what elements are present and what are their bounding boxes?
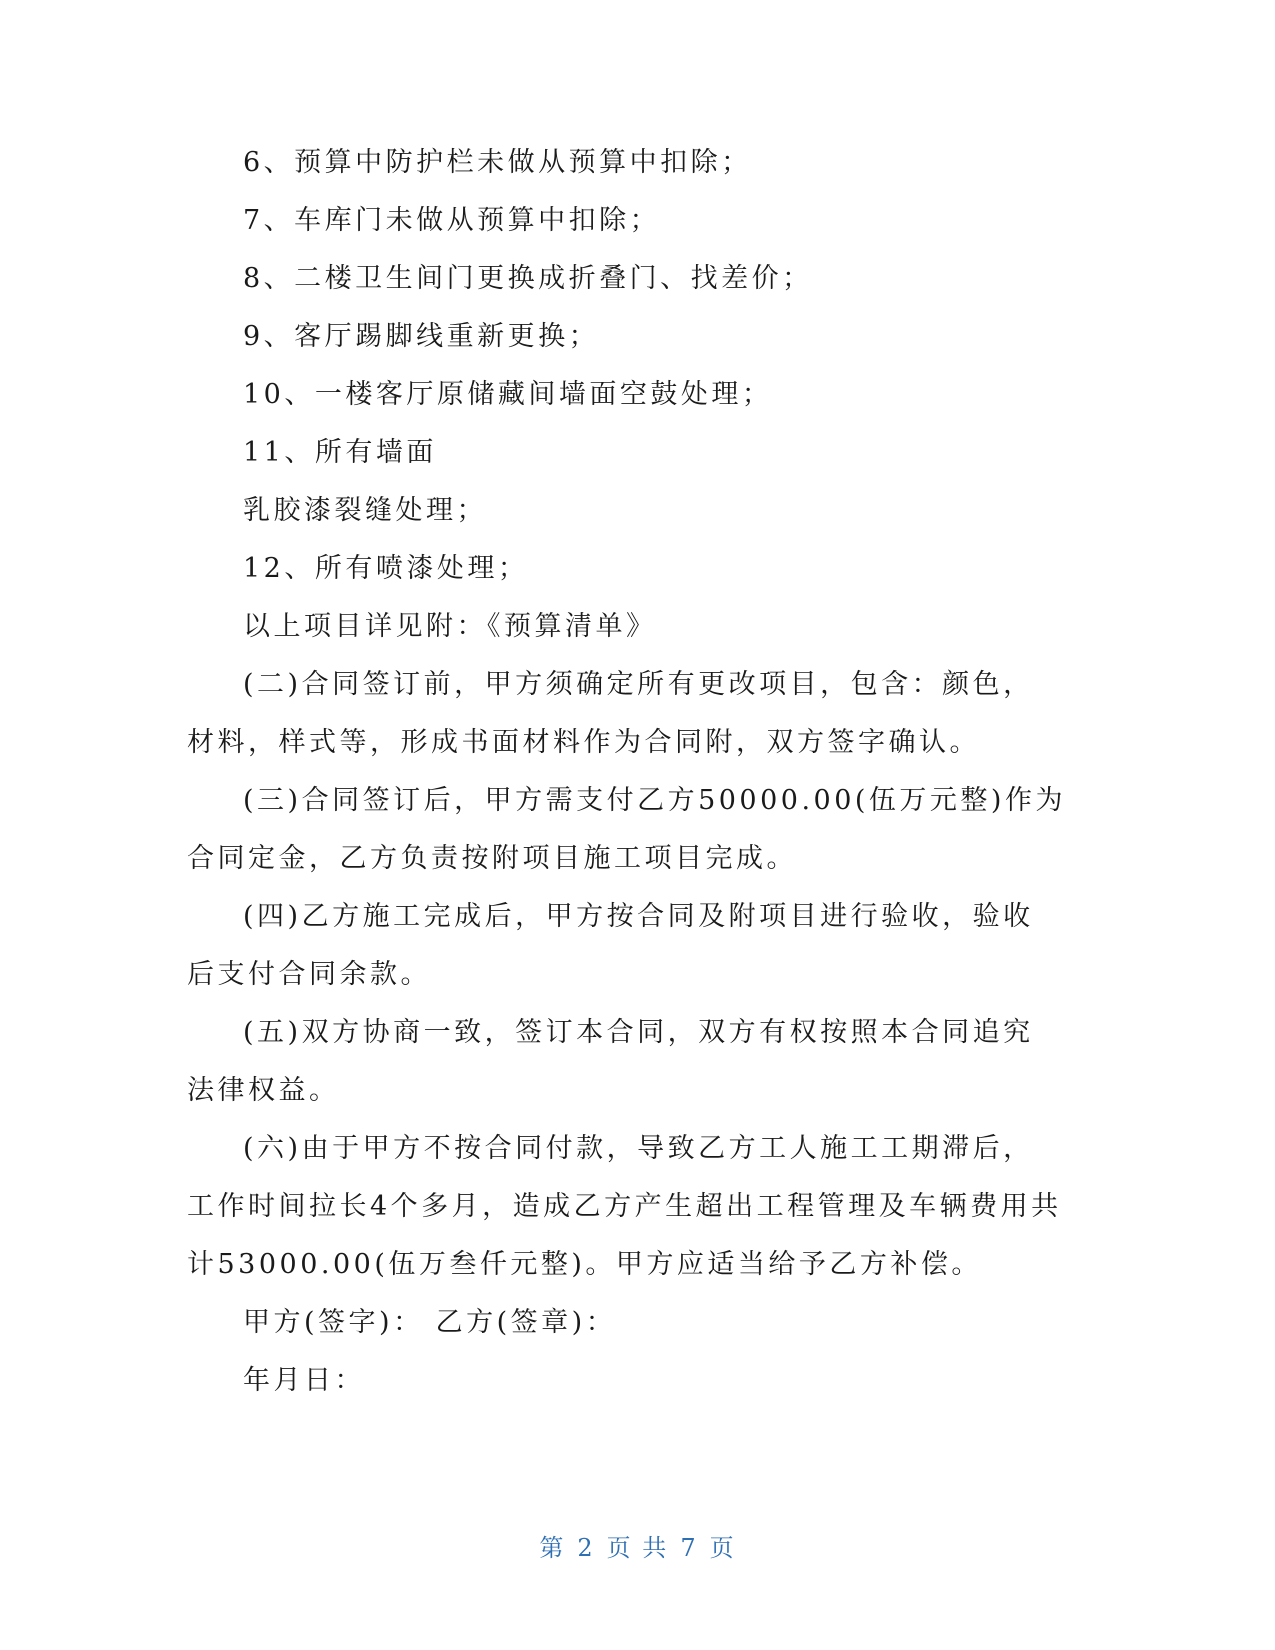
date-line: 年月日： xyxy=(243,1365,365,1396)
list-item-12: 12、所有喷漆处理； xyxy=(243,553,529,584)
footer-suffix: 页 xyxy=(709,1534,736,1562)
clause-2-line-1: (二)合同签订前，甲方须确定所有更改项目，包含：颜色， xyxy=(243,669,1034,700)
clause-6-line-2: 工作时间拉长4个多月，造成乙方产生超出工程管理及车辆费用共 xyxy=(187,1191,1062,1222)
footer-page-number: 2 xyxy=(577,1534,595,1562)
clause-3-line-2: 合同定金，乙方负责按附项目施工项目完成。 xyxy=(187,843,797,874)
clause-4-line-2: 后支付合同余款。 xyxy=(187,959,431,990)
clause-6-line-1: (六)由于甲方不按合同付款，导致乙方工人施工工期滞后， xyxy=(243,1133,1034,1164)
clause-3-line-1: (三)合同签订后，甲方需支付乙方50000.00(伍万元整)作为 xyxy=(243,785,1066,816)
clause-2-line-2: 材料，样式等，形成书面材料作为合同附，双方签字确认。 xyxy=(187,727,980,758)
page-footer xyxy=(0,1528,1275,1563)
appendix-note: 以上项目详见附：《预算清单》 xyxy=(243,611,657,642)
list-item-7: 7、车库门未做从预算中扣除； xyxy=(243,205,661,236)
clause-6-line-3: 计53000.00(伍万叁仟元整)。甲方应适当给予乙方补偿。 xyxy=(187,1249,982,1280)
clause-5-line-1: (五)双方协商一致，签订本合同，双方有权按照本合同追究 xyxy=(243,1017,1034,1048)
footer-middle: 页 共 xyxy=(606,1534,669,1562)
list-item-11: 11、所有墙面 xyxy=(243,437,437,468)
signature-line: 甲方(签字)： 乙方(签章)： xyxy=(243,1307,617,1338)
list-item-6: 6、预算中防护栏未做从预算中扣除； xyxy=(243,147,752,178)
footer-total-pages: 7 xyxy=(680,1534,698,1562)
list-item-11-continued: 乳胶漆裂缝处理； xyxy=(243,495,487,526)
list-item-8: 8、二楼卫生间门更换成折叠门、找差价； xyxy=(243,263,813,294)
clause-5-line-2: 法律权益。 xyxy=(187,1075,340,1106)
clause-4-line-1: (四)乙方施工完成后，甲方按合同及附项目进行验收，验收 xyxy=(243,901,1034,932)
list-item-10: 10、一楼客厅原储藏间墙面空鼓处理； xyxy=(243,379,773,410)
list-item-9: 9、客厅踢脚线重新更换； xyxy=(243,321,600,352)
footer-prefix: 第 xyxy=(539,1534,566,1562)
